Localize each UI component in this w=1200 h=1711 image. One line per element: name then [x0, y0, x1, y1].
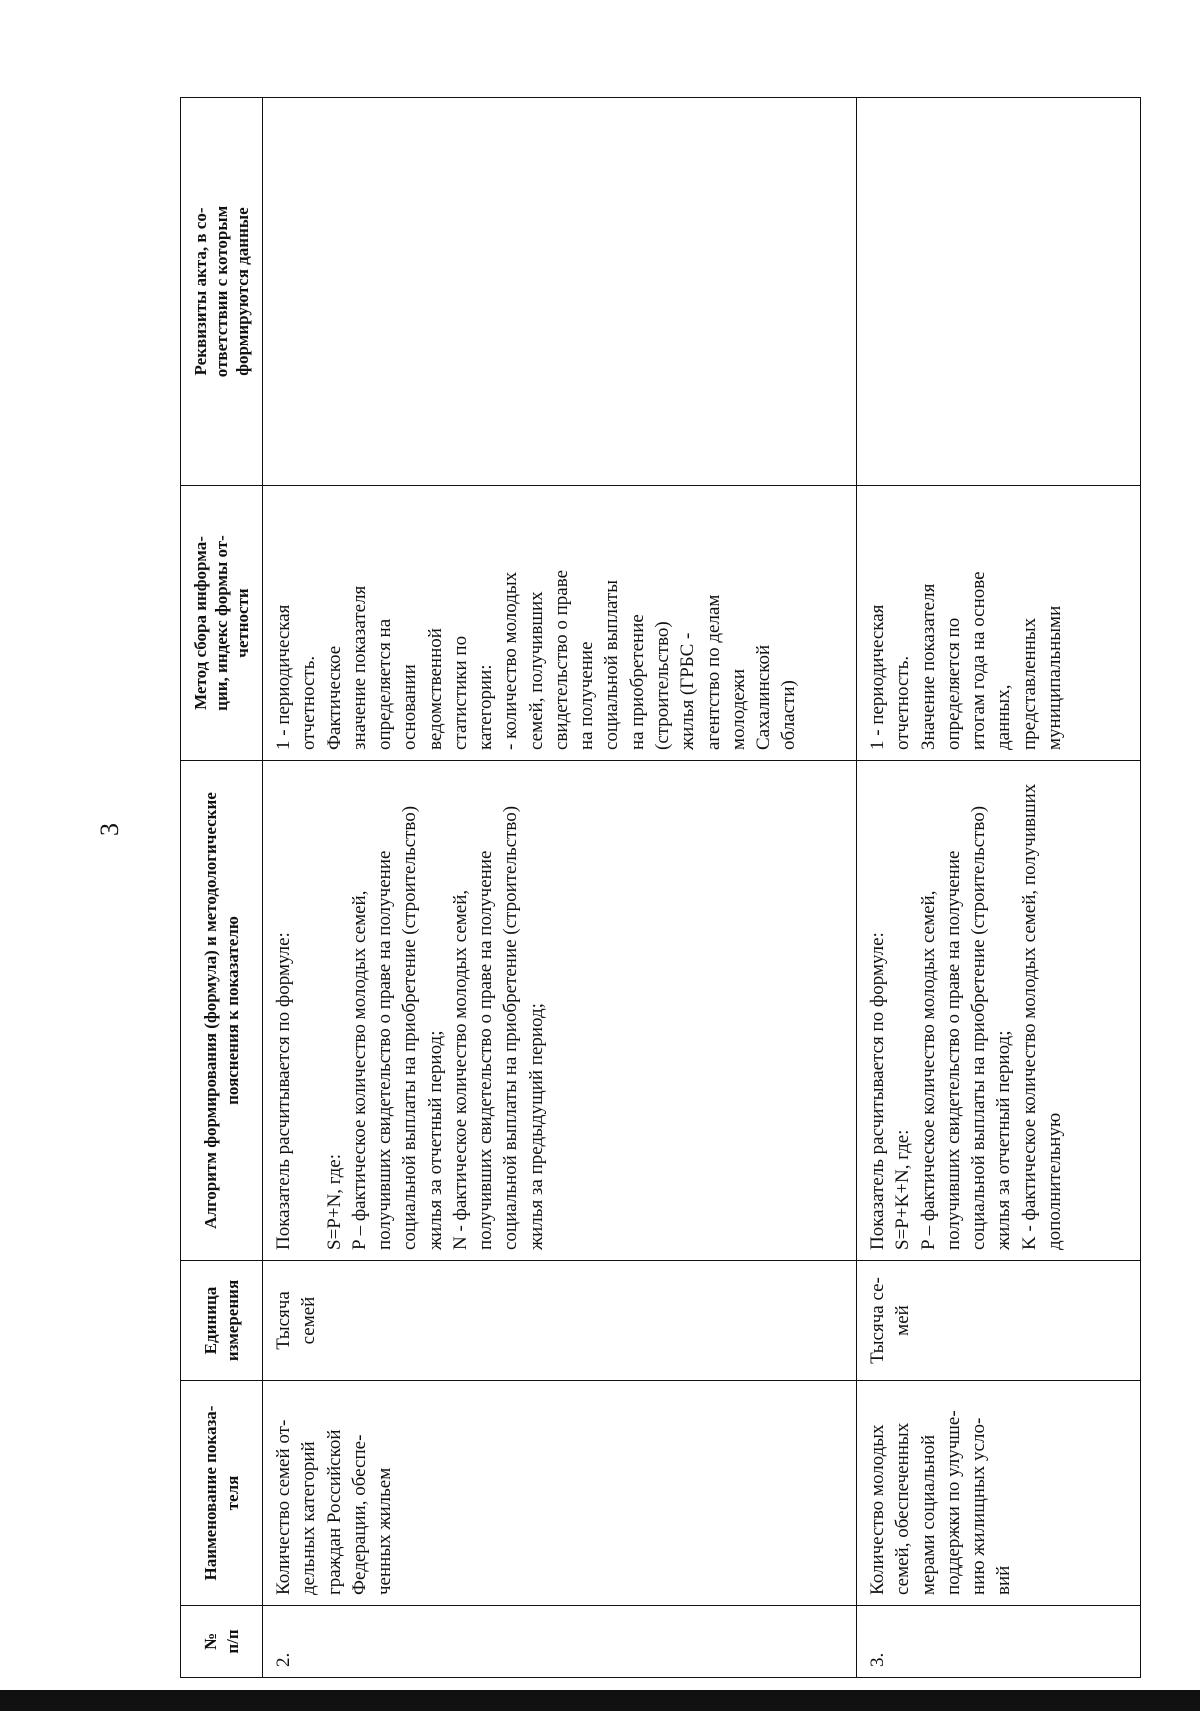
table-row: [857, 98, 1141, 1678]
indicator-name: Количество семей от- дельных категорий граждан Российской Федерации, обеспе- ченных жильем: [263, 1381, 857, 1606]
header-number: № п/п: [181, 1606, 263, 1678]
header-indicator-name: Наименование показа- теля: [181, 1381, 263, 1606]
collection-method-text: 1 - периодическая отчетность. Фактическое значение показателя определяется на основании ведомственной статистики по категории: - количество молодых семей, получивших свидетельство о праве на получение социальной выплаты на приобретение (строительство) жилья (ГРБС - агентство по делам молодежи Сахалинской области): [263, 486, 857, 761]
algorithm-text: Показатель расчитывается по формуле: S=P+N, где: P – фактическое количество молодых семей, получивших свидетельство о праве на получение социальной выплаты на приобретение (строительство) жилья за отчетный период; N - фактическое количество молодых семей, получивших свидетельство о праве на получение социальной выплаты на приобретение (строительство) жилья за предыдущий период;: [263, 761, 857, 1261]
algorithm-text: Показатель расчитывается по формуле: S=P+K+N, где: P – фактическое количество молодых семей, получивших свидетельство о праве на получение социальной выплаты на приобретение (строительство) жилья за отчетный период; K - фактическое количество молодых семей, получивших дополнительную: [857, 761, 1141, 1261]
scan-edge-bar: [0, 1690, 1200, 1711]
indicator-name: Количество молодых семей, обеспеченных мерами социальной поддержки по улучше- нию жилищных усло- вий: [857, 1381, 1141, 1606]
collection-method-text: 1 - периодическая отчетность. Значение показателя определяется по итогам года на основе данных, представленных муниципальными: [857, 486, 1141, 761]
header-algorithm: Алгоритм формирования (формула) и методологические пояснения к показателю: [181, 761, 263, 1261]
act-details-text: [263, 98, 857, 486]
unit-of-measure: Тысяча семей: [263, 1261, 857, 1381]
page-number: 3: [95, 823, 124, 836]
header-collection-method: Метод сбора информа- ции, индекс формы от- четности: [181, 486, 263, 761]
indicators-table: [180, 97, 1141, 1678]
header-act-details: Реквизиты акта, в со- ответствии с которым формируются данные: [181, 98, 263, 486]
rotated-table-container: [180, 98, 1140, 1678]
row-number: 3.: [857, 1606, 1141, 1678]
row-number: 2.: [263, 1606, 857, 1678]
table-header-row: [181, 98, 263, 1678]
header-unit: Единица измерения: [181, 1261, 263, 1381]
table-row: [263, 98, 857, 1678]
unit-of-measure: Тысяча се- мей: [857, 1261, 1141, 1381]
act-details-text: [857, 98, 1141, 486]
